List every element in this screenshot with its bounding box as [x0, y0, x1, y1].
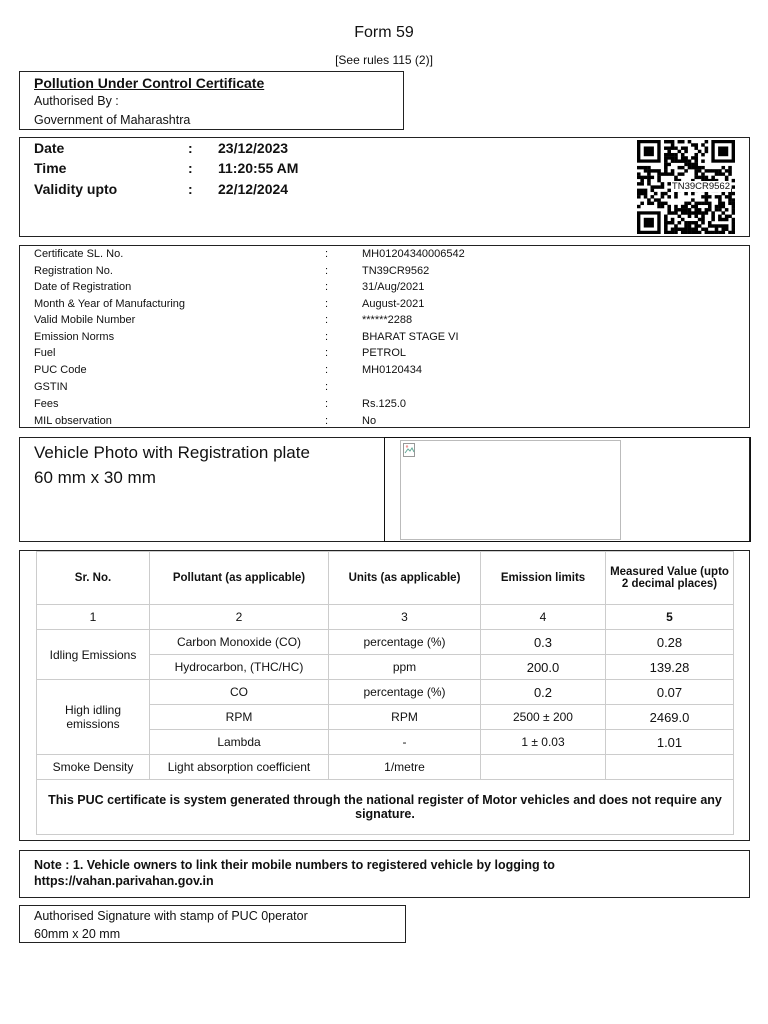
detail-colon: : — [325, 298, 329, 310]
unit-cell: percentage (%) — [329, 680, 481, 705]
detail-value: PETROL — [362, 347, 407, 359]
group-smoke: Smoke Density — [37, 755, 150, 780]
limit-cell: 0.3 — [481, 630, 606, 655]
photo-label — [34, 440, 310, 490]
header-measured-value: Measured Value (upto 2 decimal places) — [606, 552, 734, 605]
detail-colon: : — [325, 265, 329, 277]
pollutant-cell: Light absorption coefficient — [150, 755, 329, 780]
signature-line1: Authorised Signature with stamp of PUC 0perator — [34, 909, 308, 923]
form-rules: [See rules 115 (2)] — [335, 53, 433, 67]
detail-colon: : — [325, 415, 329, 427]
detail-value: Rs.125.0 — [362, 398, 407, 410]
time-value: 11:20:55 AM — [218, 160, 299, 176]
limit-cell: 0.2 — [481, 680, 606, 705]
index-cell: 3 — [329, 605, 481, 630]
photo-cell — [384, 437, 751, 542]
time-colon: : — [188, 160, 193, 176]
date-label: Date — [34, 140, 65, 156]
photo-label-line2: 60 mm x 30 mm — [34, 468, 156, 487]
detail-label: MIL observation — [34, 415, 112, 427]
measured-cell: 2469.0 — [606, 705, 734, 730]
detail-colon: : — [325, 398, 329, 410]
emission-section — [19, 550, 750, 841]
note-link[interactable]: https://vahan.parivahan.gov.in — [34, 874, 214, 888]
detail-value: TN39CR9562 — [362, 265, 430, 277]
index-cell: 1 — [37, 605, 150, 630]
limit-cell: 200.0 — [481, 655, 606, 680]
header-emission-limits: Emission limits — [481, 552, 606, 605]
measured-cell — [606, 755, 734, 780]
detail-label: GSTIN — [34, 381, 68, 393]
detail-label: PUC Code — [34, 364, 87, 376]
detail-colon: : — [325, 381, 329, 393]
table-row — [37, 630, 734, 655]
table-header-row — [37, 552, 734, 605]
index-cell: 2 — [150, 605, 329, 630]
detail-colon: : — [325, 331, 329, 343]
detail-label: Month & Year of Manufacturing — [34, 298, 186, 310]
measured-cell: 0.07 — [606, 680, 734, 705]
detail-value: No — [362, 415, 377, 427]
detail-label: Emission Norms — [34, 331, 115, 343]
photo-label-line1: Vehicle Photo with Registration plate — [34, 443, 310, 462]
detail-colon: : — [325, 314, 329, 326]
unit-cell: 1/metre — [329, 755, 481, 780]
validity-value: 22/12/2024 — [218, 181, 289, 197]
certificate-title: Pollution Under Control Certificate — [34, 75, 265, 91]
pollutant-cell: Hydrocarbon, (THC/HC) — [150, 655, 329, 680]
detail-label: Registration No. — [34, 265, 113, 277]
detail-label: Certificate SL. No. — [34, 248, 124, 260]
detail-colon: : — [325, 347, 329, 359]
vehicle-photo-section — [19, 437, 750, 542]
limit-cell: 2500 ± 200 — [481, 705, 606, 730]
system-generated-note: This PUC certificate is system generated through the national register of Motor vehicles and does not require any signature. — [37, 780, 734, 835]
authorised-by-label: Authorised By : — [34, 94, 119, 108]
validity-colon: : — [188, 181, 193, 197]
emission-table — [36, 551, 734, 835]
header-units: Units (as applicable) — [329, 552, 481, 605]
measured-cell: 139.28 — [606, 655, 734, 680]
index-cell: 5 — [606, 605, 734, 630]
measured-cell: 0.28 — [606, 630, 734, 655]
table-footer-row — [37, 780, 734, 835]
detail-value: ******2288 — [362, 314, 413, 326]
date-value: 23/12/2023 — [218, 140, 289, 156]
table-index-row — [37, 605, 734, 630]
detail-value: August-2021 — [362, 298, 425, 310]
unit-cell: - — [329, 730, 481, 755]
detail-label: Fees — [34, 398, 59, 410]
index-cell: 4 — [481, 605, 606, 630]
header-pollutant: Pollutant (as applicable) — [150, 552, 329, 605]
unit-cell: ppm — [329, 655, 481, 680]
unit-cell: RPM — [329, 705, 481, 730]
detail-value: MH0120434 — [362, 364, 422, 376]
detail-value: MH01204340006542 — [362, 248, 465, 260]
government-name: Government of Maharashtra — [34, 113, 191, 127]
pollutant-cell: Lambda — [150, 730, 329, 755]
table-row — [37, 680, 734, 705]
date-colon: : — [188, 140, 193, 156]
note-box — [19, 850, 750, 898]
validity-label: Validity upto — [34, 181, 118, 197]
pollutant-cell: Carbon Monoxide (CO) — [150, 630, 329, 655]
detail-value: 31/Aug/2021 — [362, 281, 425, 293]
note-line1: Note : 1. Vehicle owners to link their mobile numbers to registered vehicle by logging to — [34, 858, 555, 872]
pollutant-cell: RPM — [150, 705, 329, 730]
signature-box — [19, 905, 406, 943]
detail-label: Date of Registration — [34, 281, 132, 293]
unit-cell: percentage (%) — [329, 630, 481, 655]
validity-box — [19, 137, 750, 237]
broken-image-icon — [403, 443, 417, 457]
header-sr-no: Sr. No. — [37, 552, 150, 605]
signature-line2: 60mm x 20 mm — [34, 927, 121, 941]
limit-cell — [481, 755, 606, 780]
detail-colon: : — [325, 281, 329, 293]
detail-colon: : — [325, 364, 329, 376]
vehicle-photo-placeholder — [400, 440, 621, 540]
detail-colon: : — [325, 248, 329, 260]
time-label: Time — [34, 160, 67, 176]
group-idling: Idling Emissions — [37, 630, 150, 680]
detail-label: Valid Mobile Number — [34, 314, 136, 326]
detail-value: BHARAT STAGE VI — [362, 331, 459, 343]
qr-caption: TN39CR9562 — [671, 181, 730, 192]
detail-label: Fuel — [34, 347, 56, 359]
group-high-idling: High idling emissions — [37, 680, 150, 755]
table-row — [37, 755, 734, 780]
limit-cell: 1 ± 0.03 — [481, 730, 606, 755]
pollutant-cell: CO — [150, 680, 329, 705]
measured-cell: 1.01 — [606, 730, 734, 755]
vehicle-details — [19, 245, 750, 428]
authority-box — [19, 71, 404, 130]
form-title: Form 59 — [354, 24, 414, 41]
